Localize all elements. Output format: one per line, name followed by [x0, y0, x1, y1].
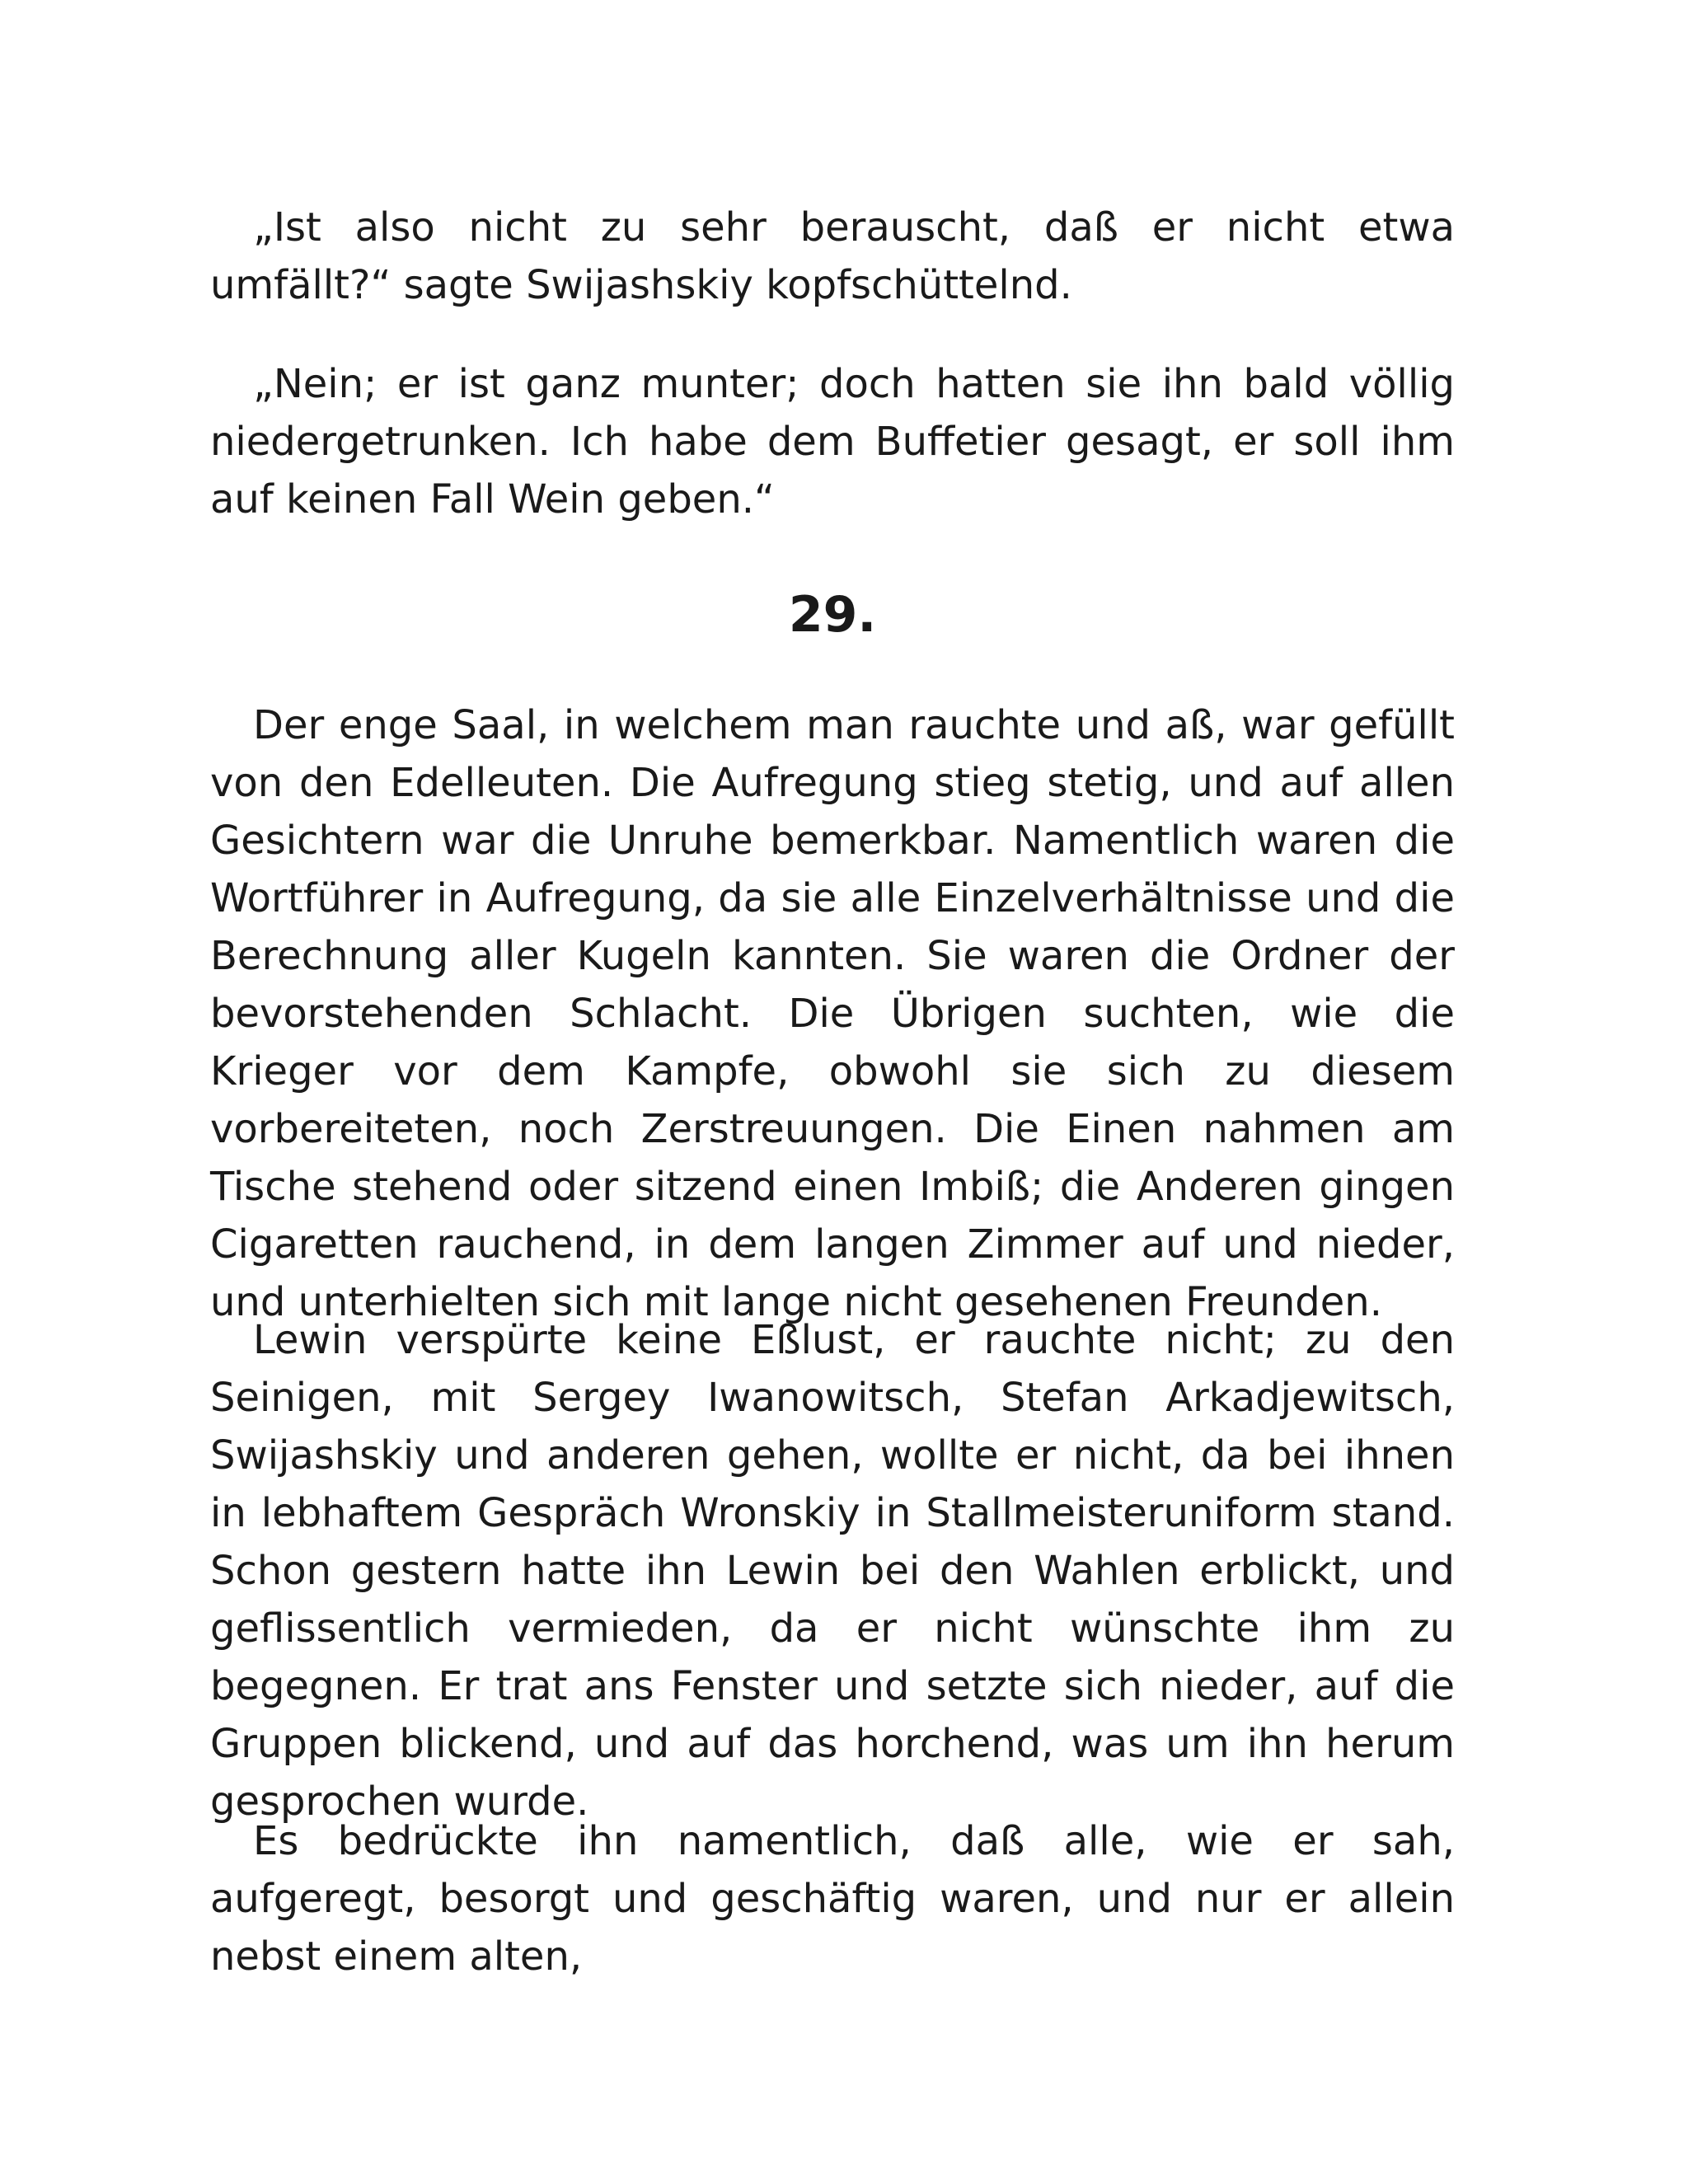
- paragraph-1: „Ist also nicht zu sehr berauscht, daß er nicht etwa umfällt?“ sagte Swijashskiy kopfschüttelnd.: [210, 204, 1455, 308]
- paragraph-4: Lewin verspürte keine Eßlust, er rauchte nicht; zu den Seinigen, mit Sergey Iwanowitsch, Stefan Arkadjewitsch, Swijashskiy und anderen gehen, wollte er nicht, da bei ihnen in lebhaftem Gespräch Wronskiy in Stallmeisteruniform stand. Schon gestern hatte ihn Lewin bei den Wahlen erblickt, und geflissentlich vermieden, da er nicht wünschte ihm zu begegnen. Er trat ans Fenster und setzte sich nieder, auf die Gruppen blickend, und auf das horchend, was um ihn herum gesprochen wurde.: [210, 1317, 1455, 1825]
- chapter-heading: 29.: [788, 586, 877, 644]
- paragraph-5: Es bedrückte ihn namentlich, daß alle, wie er sah, aufgeregt, besorgt und geschäftig waren, und nur er allein nebst einem alten,: [210, 1818, 1455, 1980]
- book-page: [210, 0, 1455, 2184]
- paragraph-2: „Nein; er ist ganz munter; doch hatten sie ihn bald völlig niedergetrunken. Ich habe dem Buffetier gesagt, er soll ihm auf keinen Fall Wein geben.“: [210, 361, 1455, 523]
- paragraph-3: Der enge Saal, in welchem man rauchte und aß, war gefüllt von den Edelleuten. Die Aufregung stieg stetig, und auf allen Gesichtern war die Unruhe bemerkbar. Namentlich waren die Wortführer in Aufregung, da sie alle Einzelverhältnisse und die Berechnung aller Kugeln kannten. Sie waren die Ordner der bevorstehenden Schlacht. Die Übrigen suchten, wie die Krieger vor dem Kampfe, obwohl sie sich zu diesem vorbereiteten, noch Zerstreuungen. Die Einen nahmen am Tische stehend oder sitzend einen Imbiß; die Anderen gingen Cigaretten rauchend, in dem langen Zimmer auf und nieder, und unterhielten sich mit lange nicht gesehenen Freunden.: [210, 702, 1455, 1325]
